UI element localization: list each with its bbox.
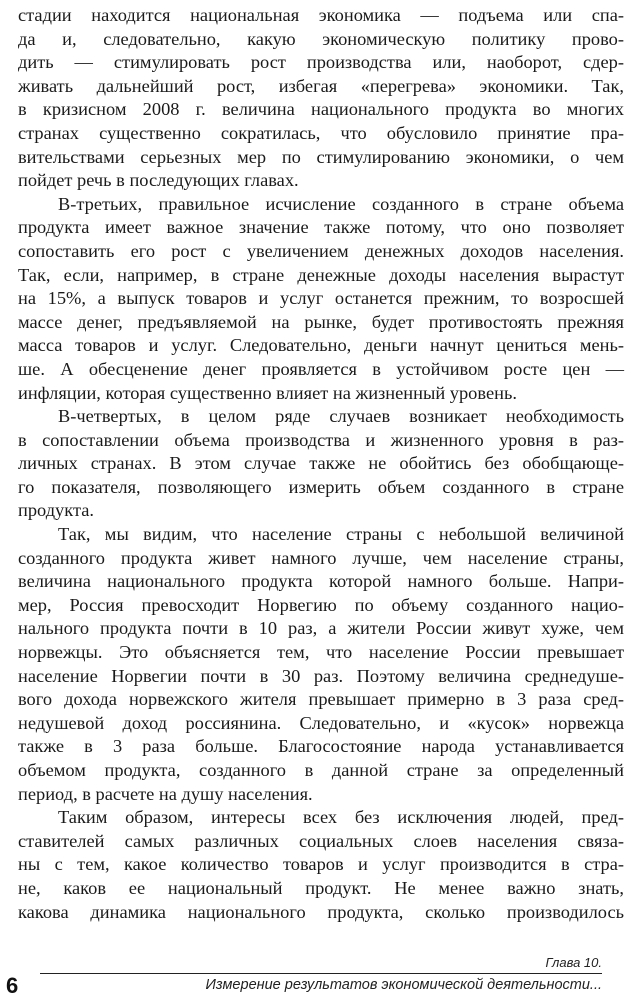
paragraph-start-line: В-четвертых, в целом ряде случаев возникает необходимость [58,406,624,427]
text-line: вого дохода норвежского жителя превышает примерно в 3 раза сред- [18,689,624,710]
text-line: на 15%, а выпуск товаров и услуг останется прежним, то возросшей [18,288,624,309]
text-line: объемом продукта, созданного в данной стране за определенный [18,760,624,780]
text-line: странах существенно сократилась, что обусловило принятие пра- [18,122,624,143]
text-line: дить — стимулировать рост производства или, наоборот, сдер- [18,52,624,73]
text-line: Так, если, например, в стране денежные доходы населения вырастут [18,264,624,285]
text-line: го показателя, позволяющего измерить объем созданного в стране [18,476,624,497]
text-line: сопоставить его рост с увеличением денежных доходов населения. [18,240,624,261]
text-line: да и, следовательно, какую экономическую политику прово- [18,28,624,49]
body-text [18,4,624,924]
text-line: население Норвегии почти в 30 раз. Поэтому величина среднедуше- [18,665,624,686]
text-line: в сопоставлении объема производства и жизненного уровня в раз- [18,429,624,450]
text-line: какова динамика национального продукта, сколько производилось [18,901,624,922]
page-footer [0,940,637,1000]
text-line: созданного продукта живет намного лучше, чем население страны, [18,547,624,568]
text-line: норвежцы. Это объясняется тем, что население России превышает [18,642,624,663]
text-line: инфляции, которая существенно влияет на жизненный уровень. [18,382,517,403]
text-line: также в 3 раза больше. Благосостояние народа устанавливается [18,736,624,757]
text-line: продукта имеет важное значение также потому, что оно позволяет [18,217,624,238]
page-number: 6 [6,973,19,998]
text-line: нального продукта почти в 10 раз, а жители России живут хуже, чем [18,618,624,639]
text-line: стадии находится национальная экономика — подъема или спа- [18,5,624,25]
text-line: живать дальнейший рост, избегая «перегрева» экономики. Так, [18,75,624,96]
footer-divider [40,973,602,974]
text-line: пойдет речь в последующих главах. [18,170,299,191]
text-line: в кризисном 2008 г. величина национального продукта во многих [18,99,624,120]
text-line: недушевой доход россиянина. Следовательно, и «кусок» норвежца [18,712,624,733]
chapter-label: Глава 10. [545,955,602,970]
text-line: не, каков ее национальный продукт. Не менее важно знать, [18,877,624,898]
text-line: масса товаров и услуг. Следовательно, деньги начнут цениться мень- [18,335,624,356]
paragraph-start-line: Таким образом, интересы всех без исключения людей, пред- [58,807,624,828]
text-line: мер, Россия превосходит Норвегию по объему созданного нацио- [18,594,624,615]
text-line: продукта. [18,500,94,521]
paragraph-start-line: В-третьих, правильное исчисление созданного в стране объема [58,193,624,214]
text-line: ше. А обесценение денег проявляется в устойчивом росте цен — [18,358,624,379]
text-line: ставителей самых различных социальных слоев населения связа- [18,830,624,851]
text-line: вительствами серьезных мер по стимулированию экономики, о чем [18,146,624,167]
text-line: величина национального продукта которой намного больше. Напри- [18,571,624,592]
text-line: массе денег, предъявляемой на рынке, будет противостоять прежняя [18,311,624,332]
text-line: ны с тем, какое количество товаров и услуг производится в стра- [18,854,624,875]
text-line: личных странах. В этом случае также не обойтись без обобщающе- [18,453,624,474]
text-line: период, в расчете на душу населения. [18,783,313,804]
paragraph-start-line: Так, мы видим, что население страны с небольшой величиной [58,524,624,545]
running-title: Измерение результатов экономической деятельности... [205,977,602,993]
